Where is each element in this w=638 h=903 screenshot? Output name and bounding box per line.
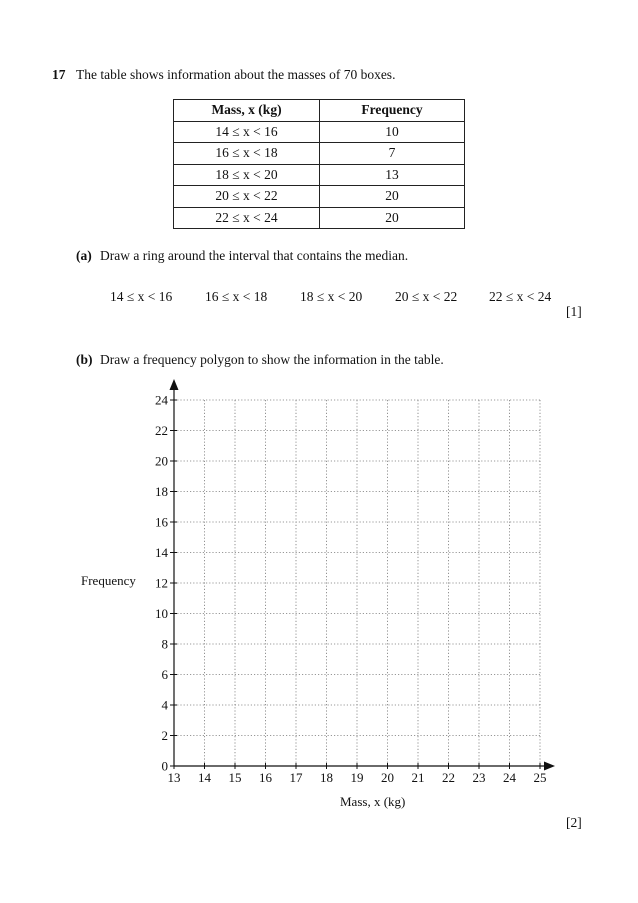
- median-option[interactable]: 14 ≤ x < 16: [110, 289, 173, 304]
- x-tick-label: 19: [350, 770, 364, 785]
- frequency-cell: 10: [320, 121, 465, 143]
- y-tick-label: 16: [155, 514, 168, 530]
- interval-cell: 20 ≤ x < 22: [174, 186, 320, 208]
- x-tick-label: 20: [381, 770, 394, 785]
- mass-header: Mass, x (kg): [174, 100, 320, 122]
- y-tick-label: 18: [155, 484, 168, 499]
- frequency-cell: 20: [320, 207, 465, 229]
- x-tick-label: 15: [228, 770, 242, 785]
- y-axis-label: Frequency: [81, 573, 136, 588]
- x-tick-label: 13: [167, 770, 181, 785]
- axes: [170, 379, 556, 771]
- y-tick-label: 12: [155, 575, 168, 591]
- x-tick-label: 14: [198, 770, 211, 785]
- y-tick-label: 4: [161, 697, 168, 713]
- y-axis-arrow: [170, 379, 179, 390]
- x-tick-label: 22: [442, 770, 455, 785]
- y-tick-label: 2: [161, 728, 168, 743]
- question-stem: The table shows information about the masses of 70 boxes.: [76, 67, 396, 82]
- median-option[interactable]: 20 ≤ x < 22: [395, 289, 458, 304]
- part-b-marks: [2]: [566, 815, 582, 830]
- x-tick-label: 18: [320, 770, 333, 785]
- y-tick-label: 14: [155, 545, 168, 560]
- frequency-cell: 20: [320, 186, 465, 208]
- part-a-label: (a): [76, 248, 92, 263]
- interval-cell: 16 ≤ x < 18: [174, 143, 320, 165]
- x-tick-label: 23: [472, 770, 486, 785]
- frequency-cell: 13: [320, 164, 465, 186]
- y-tick-label: 20: [155, 453, 168, 469]
- part-a-marks: [1]: [566, 304, 582, 319]
- grid-lines: [174, 400, 540, 766]
- median-option[interactable]: 18 ≤ x < 20: [300, 289, 363, 304]
- part-a-text: Draw a ring around the interval that contains the median.: [100, 248, 409, 263]
- frequency-header: Frequency: [320, 100, 465, 122]
- question-number: 17: [52, 67, 66, 82]
- interval-cell: 22 ≤ x < 24: [174, 207, 320, 229]
- x-tick-label: 16: [259, 770, 272, 785]
- x-tick-label: 17: [289, 770, 303, 785]
- x-tick-label: 24: [503, 770, 516, 785]
- x-tick-label: 21: [411, 770, 425, 785]
- y-tick-label: 24: [155, 392, 168, 408]
- frequency-cell: 7: [320, 143, 465, 165]
- y-tick-label: 8: [161, 636, 168, 652]
- y-tick-label: 0: [161, 758, 168, 774]
- part-b-label: (b): [76, 352, 93, 367]
- tick-labels: [155, 393, 547, 786]
- y-tick-label: 22: [155, 423, 168, 438]
- x-tick-label: 25: [533, 770, 547, 785]
- x-axis-label: Mass, x (kg): [340, 794, 406, 809]
- median-option[interactable]: 16 ≤ x < 18: [205, 289, 268, 304]
- median-option[interactable]: 22 ≤ x < 24: [489, 289, 552, 304]
- interval-cell: 18 ≤ x < 20: [174, 164, 320, 186]
- interval-cell: 14 ≤ x < 16: [174, 121, 320, 143]
- y-tick-label: 6: [161, 667, 168, 682]
- y-tick-label: 10: [155, 606, 168, 621]
- part-b-text: Draw a frequency polygon to show the information in the table.: [100, 352, 444, 367]
